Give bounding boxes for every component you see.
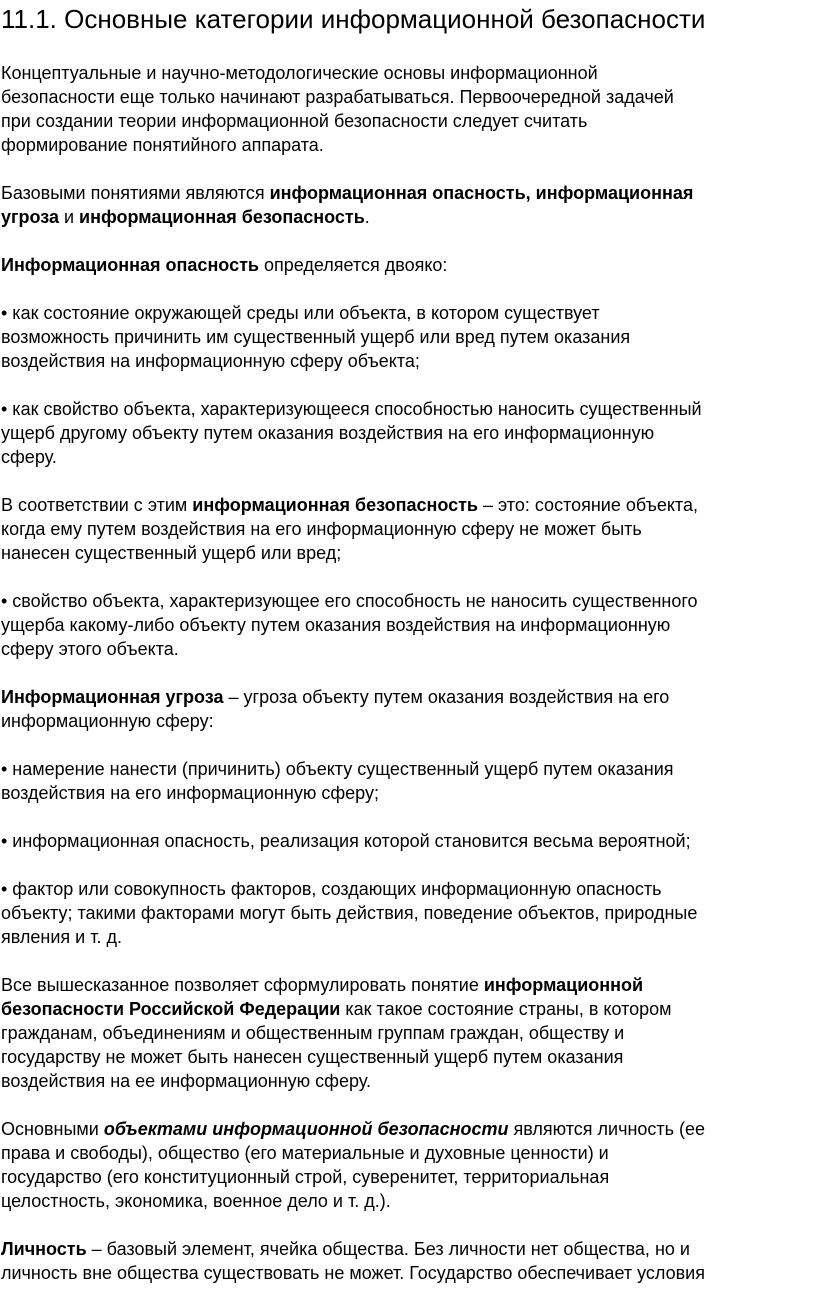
paragraph — [1, 973, 816, 1093]
text-line: когда ему путем воздействия на его информационную сферу не может быть — [1, 519, 642, 539]
emphasized-term: Информационная угроза — [1, 687, 224, 707]
emphasized-term: информационной — [483, 975, 644, 995]
paragraph — [1, 493, 816, 565]
text-line: • свойство объекта, характеризующее его способность не наносить существенного — [1, 591, 698, 611]
text-line: права и свободы), общество (его материальные и духовные ценности) и — [1, 1143, 609, 1163]
text-line — [1, 1239, 690, 1259]
text-line: сферу этого объекта. — [1, 639, 179, 659]
paragraph — [1, 253, 816, 277]
text-line: ущерба какому-либо объекту путем оказания воздействия на информационную — [1, 615, 671, 635]
text-line — [1, 207, 370, 227]
text-line: при создании теории информационной безопасности следует считать — [1, 111, 588, 131]
paragraph — [1, 181, 816, 229]
text-run: являются личность (ее — [508, 1119, 706, 1139]
text-line: воздействия на информационную сферу объекта; — [1, 351, 420, 371]
emphasized-term: безопасности Российской Федерации — [1, 999, 341, 1019]
text-line — [1, 183, 693, 203]
page-title: 11.1. Основные категории информационной безопасности — [1, 4, 706, 34]
emphasized-term: информационная безопасность — [192, 495, 478, 515]
text-run: В соответствии с этим — [1, 495, 193, 515]
paragraph — [1, 685, 816, 733]
text-line: формирование понятийного аппарата. — [1, 135, 324, 155]
text-run: Базовыми понятиями являются — [1, 183, 270, 203]
text-run: Все вышесказанное позволяет сформулировать понятие — [1, 975, 484, 995]
paragraph — [1, 61, 816, 157]
text-line: государству не может быть нанесен существенный ущерб путем оказания — [1, 1047, 624, 1067]
paragraph — [1, 301, 816, 373]
text-line: явления и т. д. — [1, 927, 122, 947]
emphasized-term: Информационная опасность — [1, 255, 259, 275]
emphasized-term: угроза — [1, 207, 59, 227]
text-run: Основными — [1, 1119, 104, 1139]
text-run: как такое состояние страны, в котором — [340, 999, 672, 1019]
text-line — [1, 975, 643, 995]
text-line: нанесен существенный ущерб или вред; — [1, 543, 342, 563]
text-line: объекту; такими факторами могут быть действия, поведение объектов, природные — [1, 903, 698, 923]
text-run: определяется двояко: — [258, 255, 448, 275]
text-run: – базовый элемент, ячейка общества. Без личности нет общества, но и — [86, 1239, 690, 1259]
text-run: и — [58, 207, 80, 227]
text-line: • намерение нанести (причинить) объекту существенный ущерб путем оказания — [1, 759, 674, 779]
paragraph — [1, 829, 816, 853]
text-line: • как состояние окружающей среды или объекта, в котором существует — [1, 303, 600, 323]
text-line — [1, 495, 698, 515]
text-line: Концептуальные и научно-методологические основы информационной — [1, 63, 598, 83]
document-body — [1, 61, 816, 1285]
emphasized-term: Личность — [1, 1239, 87, 1259]
text-line: личность вне общества существовать не может. Государство обеспечивает условия — [1, 1263, 705, 1283]
text-line — [1, 687, 669, 707]
text-line: • фактор или совокупность факторов, создающих информационную опасность — [1, 879, 662, 899]
paragraph — [1, 877, 816, 949]
emphasized-term: информационная опасность, информационная — [269, 183, 694, 203]
emphasized-term: объектами информационной безопасности — [103, 1119, 509, 1139]
text-run: . — [364, 207, 370, 227]
paragraph — [1, 1237, 816, 1285]
text-line: • как свойство объекта, характеризующееся способностью наносить существенный — [1, 399, 702, 419]
text-line: ущерб другому объекту путем оказания воздействия на его информационную — [1, 423, 655, 443]
text-line: • информационная опасность, реализация которой становится весьма вероятной; — [1, 831, 691, 851]
text-line — [1, 1119, 705, 1139]
paragraph — [1, 397, 816, 469]
text-run: – угроза объекту путем оказания воздействия на его — [223, 687, 670, 707]
text-run: – это: состояние объекта, — [478, 495, 698, 515]
emphasized-term: информационная безопасность — [79, 207, 365, 227]
paragraph — [1, 1117, 816, 1213]
text-line: воздействия на его информационную сферу; — [1, 783, 379, 803]
text-line: целостность, экономика, военное дело и т. д.). — [1, 1191, 391, 1211]
text-line: информационную сферу: — [1, 711, 214, 731]
text-line: сферу. — [1, 447, 57, 467]
text-line: воздействия на ее информационную сферу. — [1, 1071, 371, 1091]
paragraph — [1, 589, 816, 661]
text-line — [1, 255, 447, 275]
text-line: возможность причинить им существенный ущерб или вред путем оказания — [1, 327, 631, 347]
text-line — [1, 999, 672, 1019]
paragraph — [1, 757, 816, 805]
text-line: государство (его конституционный строй, суверенитет, территориальная — [1, 1167, 610, 1187]
text-line: безопасности еще только начинают разрабатываться. Первоочередной задачей — [1, 87, 674, 107]
text-line: гражданам, объединениям и общественным группам граждан, обществу и — [1, 1023, 625, 1043]
